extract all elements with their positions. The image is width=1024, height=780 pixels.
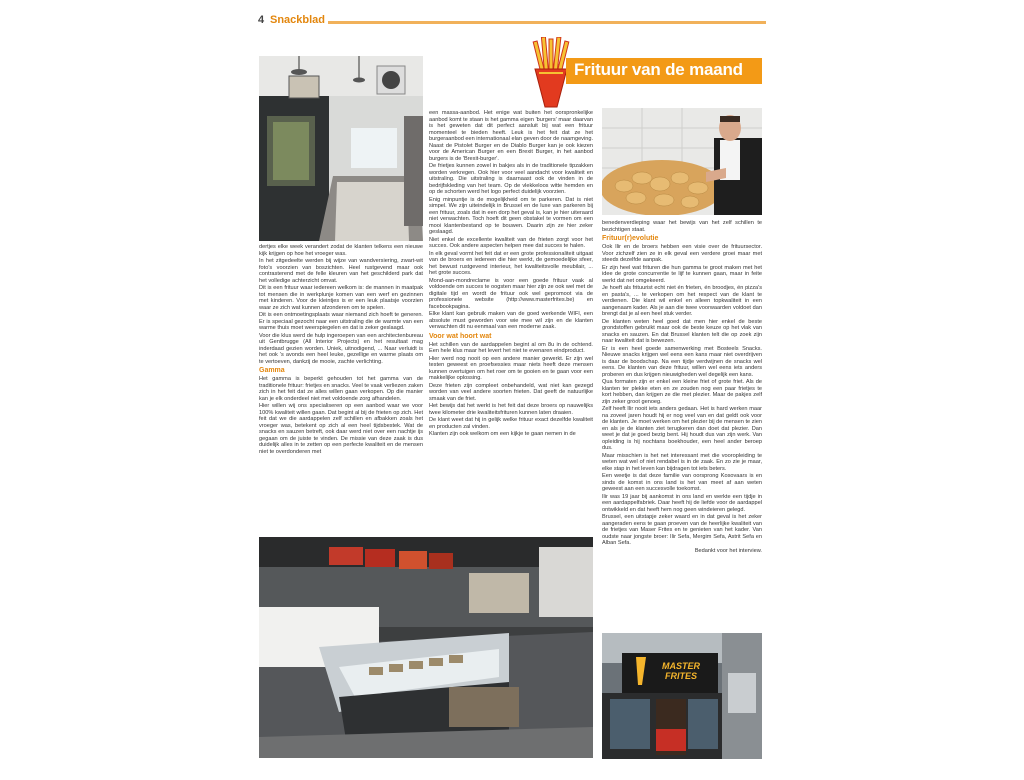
- page-header: [258, 14, 766, 30]
- storefront-sign: MASTER FRITES: [662, 661, 700, 681]
- paragraph: De frietjes kunnen zowel in bakjes als in de traditionele tipzakken worden verkregen. Ook hier voor veel aandacht voor kwaliteit en uitstraling. Die uitstraling is daarnaast ook de vinden in de bedrijfskleding van het team. Op de vlekkeloos witte hemden en op de schorten werd het logo perfect duidelijk voorzien.: [429, 163, 593, 195]
- paragraph: Het gamma is beperkt gehouden tot het gamma van de traditionele frituur: frietjes en snacks. Veel te vaak verliezen zaken zich in het feit dat ze alles willen gaan verkopen. Op die manier kan je elk onderdeel niet met voldoende zorg afhandelen.: [259, 376, 423, 402]
- paragraph: Dit is een frituur waar iedereen welkom is: de mannen in maatpak tot mensen die in werkplunje komen van een werf en gezinnen met kinderen. Voor de kleintjes is er een leuk plaatsje voorzien waar ze zich wat kunnen afzonderen om te spelen.: [259, 285, 423, 311]
- paragraph: benedenverdieping waar het bewijs van het zelf schillen te bezichtigen staat.: [602, 220, 762, 233]
- paragraph: Er zijn heel wat frituren die hun gamma te groot maken met het idee de grote concurrentie te lijf te kunnen gaan, maar in feite werkt dat net omgekeerd.: [602, 264, 762, 284]
- banner-title: Frituur van de maand: [574, 60, 743, 79]
- subheading-voor-wat-hoort-wat: Voor wat hoort wat: [429, 332, 492, 340]
- paragraph: Voor die klus werd de hulp ingeroepen van een architectenbureau uit Gentbrugge (All Interior Projects) en het resultaat mag inderdaad gezien worden. Uniek, uitnodigend, ... Naar verluidt is het ook 's avonds een heel leuke, gezellige en warme plaats om te vertoeven, dankzij de mooie, zachte verlichting.: [259, 332, 423, 365]
- page-number: 4: [258, 14, 265, 26]
- paragraph: Het schillen van de aardappelen begint al om 8u in de ochtend. Een hele klus maar het levert het niet te evenaren eindproduct.: [429, 341, 593, 354]
- section-banner: [566, 58, 762, 84]
- paragraph: Hier willen wij ons specialiseren op een aanbod waar we voor 100% kwaliteit willen gaan. Dat begint al bij de frieten op zich. Het feit dat we die aardappelen zelf schillen en afbakken zoals het vroeger was, betekent op zich al een heel tijdsbestek. Wat de snacks en sauzen betreft, ook daar werd niet over een nachtje ijs gegaan om de juiste te vinden. De missie van deze zaak is dus duidelijk alles in te zetten op een perfecte kwaliteit en de mensen niet te overdonderen met: [259, 403, 423, 455]
- paragraph: dertjes elke week verandert zodat de klanten telkens een nieuwe kijk krijgen op hoe het vroeger was.: [259, 244, 423, 257]
- paragraph: Enig minpuntje is de mogelijkheid om te parkeren. Dat is niet simpel. We zijn uiteindelijk in Brussel en de luxe van parkeren bij een frituur, zoals dat in een dorp het geval is, kan je hier uiteraard niet verwachten. Toch hoeft dit geen obstakel te vormen om een mooi klantenbestand op te bouwen. Daarin zijn ze hier zeker geslaagd.: [429, 196, 593, 235]
- paragraph: Mond-aan-mondreclame is voor een goede frituur vaak al voldoende om succes te oogsten maar hier zijn ze ook wel met de digitale tijd en wordt de frituur ook wel gepromoot via de professionele website (http://www.masterfrites.be) en facebookpagina.: [429, 277, 593, 310]
- paragraph: Hier werd nog nooit op een andere manier gewerkt. Er zijn wel testen geweest en proefsessies maar niets heeft deze mensen kunnen overtuigen om het roer om te gooien en te gaan voor een makkelijke oplossing.: [429, 355, 593, 381]
- paragraph: Qua formaten zijn er enkel een kleine friet of grote friet. Als de klanten ter plekke eten en ze zouden nog een paar frietjes te kort hebben, dan krijgen ze die met plezier. Maar de pakjes zelf zijn zeker groot genoeg.: [602, 379, 762, 405]
- worker-photo: [602, 108, 762, 215]
- magazine-name: Snackblad: [270, 14, 326, 26]
- paragraph: Er is een heel goede samenwerking met Bosteels Snacks. Nieuwe snacks krijgen wel eens een kans maar niet overdrijven is daar de boodschap. Na een tijdje verdwijnen de snacks wel eens. De klanten van deze frituur, willen wel eens iets anders proberen en dus krijgen nieuwigheden wel degelijk een kans.: [602, 345, 762, 378]
- paragraph: Je hoeft als frituurist echt niet én frieten, én broodjes, én pizza's en pasta's, ... te verkopen om het respect van de klant te verdienen. Die klant wil enkel en alleen topkwaliteit in een aangenaam kader. Als je aan die twee voorwaarden voldoet dan brengt dat je al een heel stuk verder.: [602, 285, 762, 317]
- paragraph: In elk geval vormt het feit dat er een grote professionaliteit uitgaat van de broers en iedereen die hier werkt, de gemoedelijke sfeer, het bewust rustgevend interieur, het kwaliteitsvolle meubilair, ... het grote succes.: [429, 250, 593, 276]
- paragraph: Elke klant kan gebruik maken van de goed werkende WIFI, een absolute must geworden voor wie mee wil zijn en de klanten verwachten dit nu eenmaal van een moderne zaak.: [429, 311, 593, 330]
- header-rule: [328, 21, 766, 24]
- paragraph: Ook Ilir en de broers hebben een visie over de frituursector. Voor zichzelf zien ze in elk geval een verdere groei maar met steeds dezelfde aanpak.: [602, 244, 762, 263]
- paragraph: een massa-aanbod. Het enige wat buiten het oorspronkelijke aanbod komt te staan is het gamma eigen 'burgers' maar daarvan is het geweten dat dit perfect aansluit bij wat een frituur momenteel te bieden heeft. Leuk is het feit dat ze het burgeraanbod een internationaal elan geven door de naamgeving. Naast de Pistolet Burger en de Diablo Burger kan je ook kiezen voor de American Burger en een Brexit Burger, in het aanbod burgers is de 'Brexit-burger'.: [429, 110, 593, 162]
- fries-logo-icon: [531, 37, 571, 109]
- interior-photo: [259, 56, 423, 241]
- paragraph: De klant weet dat hij in gelijk welke frituur exact dezelfde kwaliteit en producten zal vinden.: [429, 417, 593, 430]
- paragraph: Het bewijs dat het werkt is het feit dat deze broers op nauwelijks twee kilometer drie kwaliteitsfrituren kunnen laten draaien.: [429, 403, 593, 416]
- subheading-frituurrevolutie: Frituur(r)evolutie: [602, 235, 659, 242]
- paragraph: Dit is een ontmoetingsplaats waar niemand zich hoeft te generen. Er is speciaal gezocht naar een uitstraling die de warmte van een warme thuis moet weerspiegelen en dat is zeker geslaagd.: [259, 312, 423, 331]
- article-column-1: [259, 244, 423, 528]
- subheading-gamma: Gamma: [259, 367, 285, 374]
- closing-line: Bedankt voor het interview.: [694, 547, 762, 554]
- paragraph: Ilir was 19 jaar bij aankomst in ons land en werkte een tijdje in een aardappelfabriek. Daar heeft hij de liefde voor de aardappel ontwikkeld en dat heeft hem nog geen windeieren gelegd.: [602, 493, 762, 513]
- paragraph: Maar misschien is het net interessant met die vooropleiding te weten wat wel of niet rendabel is in de zaak. En zo zie je maar, elke stap in het leven kan bijdragen tot iets beters.: [602, 452, 762, 472]
- paragraph: In het zitgedeelte werden bij wijze van wandversiering, zwart-wit foto's voorzien van boszichten. Heel rustgevend maar ook contrasterend met de felle kleuren van het geschilderd park dat het volledige achterzicht omvat.: [259, 258, 423, 284]
- paragraph: Brussel, een uitstapje zeker waard en in dat geval is het zeker aangeraden eens te gaan proeven van de heerlijke kwaliteit van de frietjes van Maser Frites en te genieten van het kader. Van oudste naar jongste broer: Ilir Sefa, Mergim Sefa, Astrit Sefa en Alban Sefa.: [602, 514, 762, 546]
- paragraph: De klanten weten heel goed dat men hier enkel de beste grondstoffen gebruikt maar ook de beste keuze op het vlak van snacks en sauzen. En dat Brussel klanten telt die op zoek zijn naar kwaliteit dat is bewezen.: [602, 318, 762, 344]
- paragraph: Zelf heeft Ilir nooit iets anders gedaan. Het is hard werken maar na zoveel jaren houdt hij er nog veel van en dat geldt ook voor de klanten. Je moet werken om het plezier bij de mensen te zien en als je de klanten ziet terugkeren dan doet dat plezier. Dan weet je dat je goed bezig bent. Hij houdt dus van zijn werk. Van opleiding is hij nochtans boekhouder, een heel ander beroep dus.: [602, 406, 762, 451]
- article-column-3: [602, 220, 762, 630]
- storefront-photo: [602, 633, 762, 759]
- paragraph: Deze frieten zijn compleet onbehandeld, wat niet kan gezegd worden van veel andere soorten frieten. Dat geeft de natuurlijke smaak van de friet.: [429, 382, 593, 402]
- article-column-2: [429, 110, 593, 530]
- paragraph: Een weetje is dat deze familie van oorsprong Kosovaars is en sinds de komst in ons land is het van meet af aan weten geweest aan een succesvolle toekomst.: [602, 473, 762, 492]
- paragraph: Klanten zijn ook welkom om een kijkje te gaan nemen in de: [429, 431, 576, 437]
- paragraph: Niet enkel de excellente kwaliteit van de frieten zorgt voor het succes. Ook andere aspecten helpen mee dat succes te halen.: [429, 236, 593, 249]
- counter-photo: [259, 537, 593, 758]
